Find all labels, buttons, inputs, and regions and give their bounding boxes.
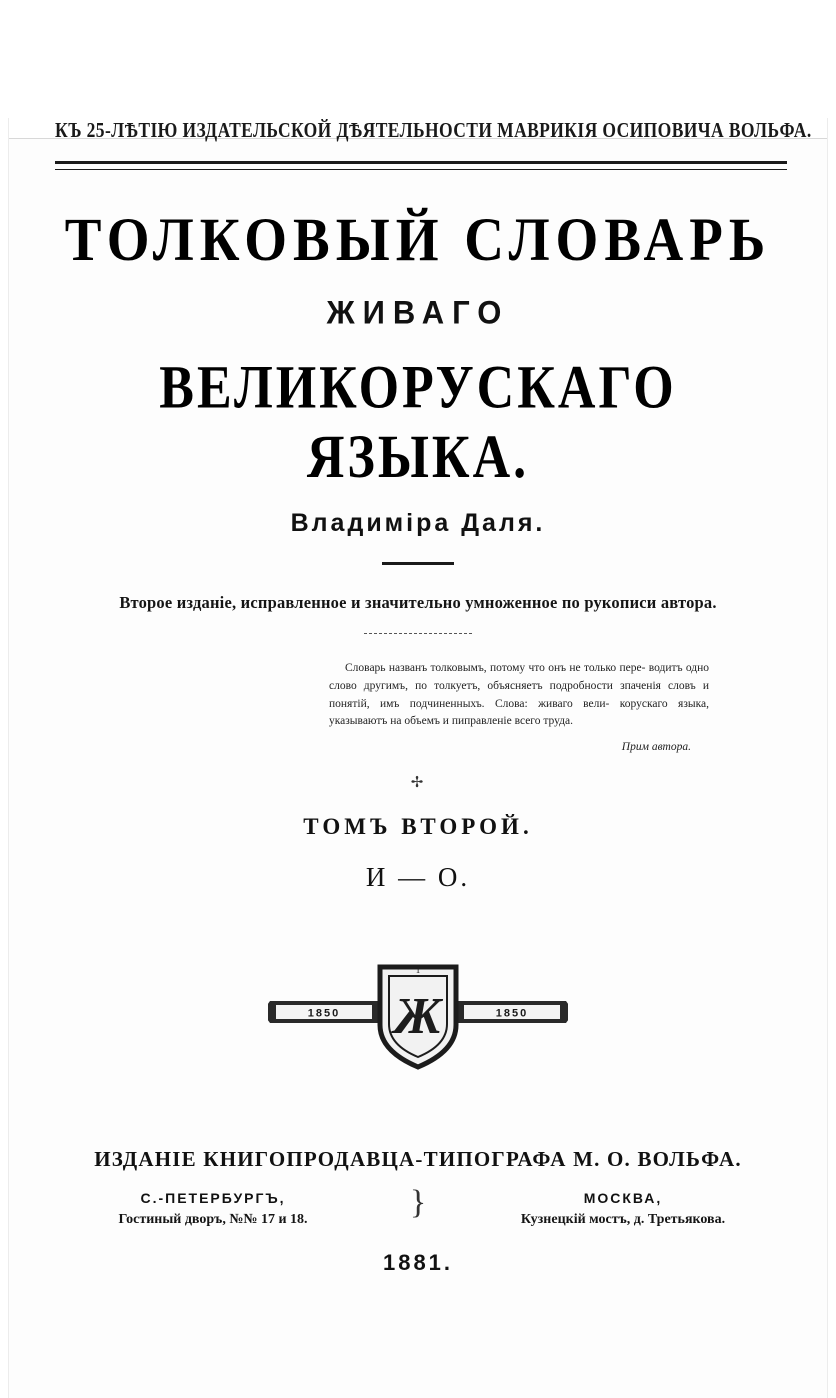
page-subtitle: ЖИВАГО xyxy=(326,294,510,331)
city-name: МОСКВА, xyxy=(583,1190,663,1207)
divider-double-rule xyxy=(55,161,787,170)
volume-label: ТОМЪ ВТОРОЙ. xyxy=(303,814,533,840)
epigraph-line-3: зпаченія словъ и понятій, имъ подчиненныхъ. Слова: живаго вели- xyxy=(329,679,709,710)
dedication-line: КЪ 25-ЛѢТІЮ ИЗДАТЕЛЬСКОЙ ДѢЯТЕЛЬНОСТИ МАВРИКІЯ ОСИПОВИЧА ВОЛЬФА. xyxy=(55,118,812,142)
publisher-line: ИЗДАНІЕ КНИГОПРОДАВЦА-ТИПОГРАФА М. О. ВОЛЬФА. xyxy=(94,1147,742,1172)
title-page xyxy=(0,118,836,1398)
edition-note: Второе изданіе, исправленное и значительно умноженное по рукописи автора. xyxy=(119,593,717,612)
epigraph-attribution: Прим автора. xyxy=(621,741,691,754)
city-address: Гостиный дворъ, №№ 17 и 18. xyxy=(118,1212,308,1228)
epigraph-line-2: водитъ одно слово другимъ, по толкуетъ, объясняетъ подробности xyxy=(329,662,710,692)
epigraph-line-4: корускаго языка, указываютъ на объемъ и пиправленіе всего труда. xyxy=(329,697,710,728)
page-title: ТОЛКОВЫЙ СЛОВАРЬ xyxy=(64,205,772,274)
city-address: Кузнецкій мостъ, д. Третьякова. xyxy=(520,1212,726,1228)
svg-text:1850: 1850 xyxy=(307,1007,341,1020)
page-title-second-line: ВЕЛИКОРУСКАГО ЯЗЫКА. xyxy=(159,354,677,492)
publication-year: 1881. xyxy=(382,1250,454,1276)
letter-range: И — О. xyxy=(365,862,471,893)
emblem-icon xyxy=(268,953,568,1073)
svg-text:Ж: Ж xyxy=(394,988,442,1046)
svg-text:1: 1 xyxy=(415,965,421,976)
epigraph-block xyxy=(329,660,709,757)
brace-separator: } xyxy=(409,1184,427,1222)
publisher-emblem xyxy=(55,953,781,1073)
epigraph-line-1: Словарь названъ толковымъ, потому что онъ не только пере- xyxy=(345,662,646,674)
cities-block xyxy=(55,1184,781,1228)
svg-text:1850: 1850 xyxy=(495,1007,529,1020)
city-petersburg xyxy=(83,1190,343,1228)
ornament-icon: ✢ xyxy=(410,775,426,792)
divider-dotted-rule xyxy=(364,633,472,634)
scan-edge-right xyxy=(827,118,836,1398)
city-moscow xyxy=(493,1190,753,1228)
scan-edge-left xyxy=(0,118,9,1398)
divider-short-rule xyxy=(382,562,454,565)
author-name: Владиміра Даля. xyxy=(290,509,546,537)
city-name: С.-ПЕТЕРБУРГЪ, xyxy=(140,1190,286,1207)
